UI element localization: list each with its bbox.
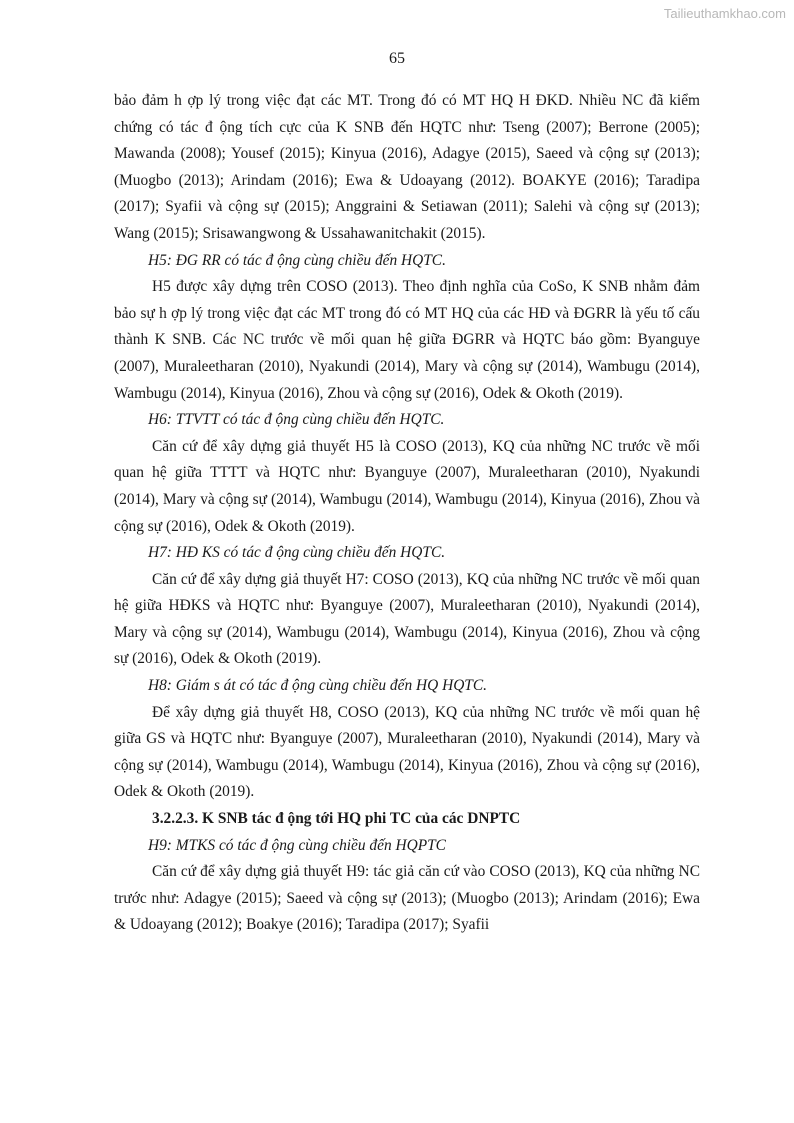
paragraph-h7: Căn cứ để xây dựng giả thuyết H7: COSO (2013), KQ của những NC trước về mối quan hệ giữa HĐKS và HQTC như: Byanguye (2007), Muraleetharan (2010), Nyakundi (2014), Mary và cộng sự (2014), Wambugu (2014), Wambugu (2014), Kinyua (2016), Zhou và cộng sự (2016), Odek & Okoth (2019). [114,570,700,668]
hypothesis-h9: H9: MTKS có tác đ ộng cùng chiều đến HQPTC [148,836,446,854]
paragraph-intro: bảo đảm h ợp lý trong việc đạt các MT. Trong đó có MT HQ H ĐKD. Nhiều NC đã kiểm chứng có tác đ ộng tích cực của K SNB đến HQTC như: Tseng (2007); Berrone (2005); Mawanda (2008); Yousef (2015); Kinyua (2016), Adagye (2015), Saeed và cộng sự (2013); (Muogbo (2013); Arindam (2016); Ewa & Udoayang (2012). BOAKYE (2016); Taradipa (2017); Syafii và cộng sự (2015); Anggraini & Setiawan (2011); Salehi và cộng sự (2013); Wang (2015); Srisawangwong & Ussahawanitchakit (2015). [114,92,700,242]
hypothesis-h6: H6: TTVTT có tác đ ộng cùng chiều đến HQTC. [148,411,445,429]
hypothesis-h8: H8: Giám s át có tác đ ộng cùng chiều đến HQ HQTC. [148,677,487,695]
hypothesis-h7: H7: HĐ KS có tác đ ộng cùng chiều đến HQTC. [148,544,446,562]
document-body [114,88,700,939]
paragraph-h5: H5 được xây dựng trên COSO (2013). Theo định nghĩa của CoSo, K SNB nhằm đảm bảo sự h ợp lý trong việc đạt các MT trong đó có MT HQ của các HĐ và ĐGRR là yếu tố cấu thành K SNB. Các NC trước về mối quan hệ giữa ĐGRR và HQTC báo gồm: Byanguye (2007), Muraleetharan (2010), Nyakundi (2014), Mary và cộng sự (2014), Wambugu (2014), Wambugu (2014), Kinyua (2016), Zhou và cộng sự (2016), Odek & Okoth (2019). [114,278,700,402]
hypothesis-h5: H5: ĐG RR có tác đ ộng cùng chiều đến HQTC. [148,251,446,269]
section-heading-3223: 3.2.2.3. K SNB tác đ ộng tới HQ phi TC của các DNPTC [152,810,521,828]
watermark: Tailieuthamkhao.com [663,6,786,21]
paragraph-h8: Để xây dựng giả thuyết H8, COSO (2013), KQ của những NC trước về mối quan hệ giữa GS và HQTC như: Byanguye (2007), Muraleetharan (2010), Nyakundi (2014), Mary và cộng sự (2014), Wambugu (2014), Wambugu (2014), Kinyua (2016), Zhou và cộng sự (2016), Odek & Okoth (2019). [114,703,700,801]
page-number: 65 [389,50,405,67]
paragraph-h6: Căn cứ để xây dựng giả thuyết H5 là COSO (2013), KQ của những NC trước về mối quan hệ giữa TTTT và HQTC như: Byanguye (2007), Muraleetharan (2010), Nyakundi (2014), Mary và cộng sự (2014), Wambugu (2014), Wambugu (2014), Kinyua (2016), Zhou và cộng sự (2016), Odek & Okoth (2019). [114,437,700,535]
paragraph-h9: Căn cứ để xây dựng giả thuyết H9: tác giả căn cứ vào COSO (2013), KQ của những NC trước như: Adagye (2015); Saeed và cộng sự (2013); (Muogbo (2013); Arindam (2016); Ewa & Udoayang (2012); Boakye (2016); Taradipa (2017); Syafii [114,863,700,934]
